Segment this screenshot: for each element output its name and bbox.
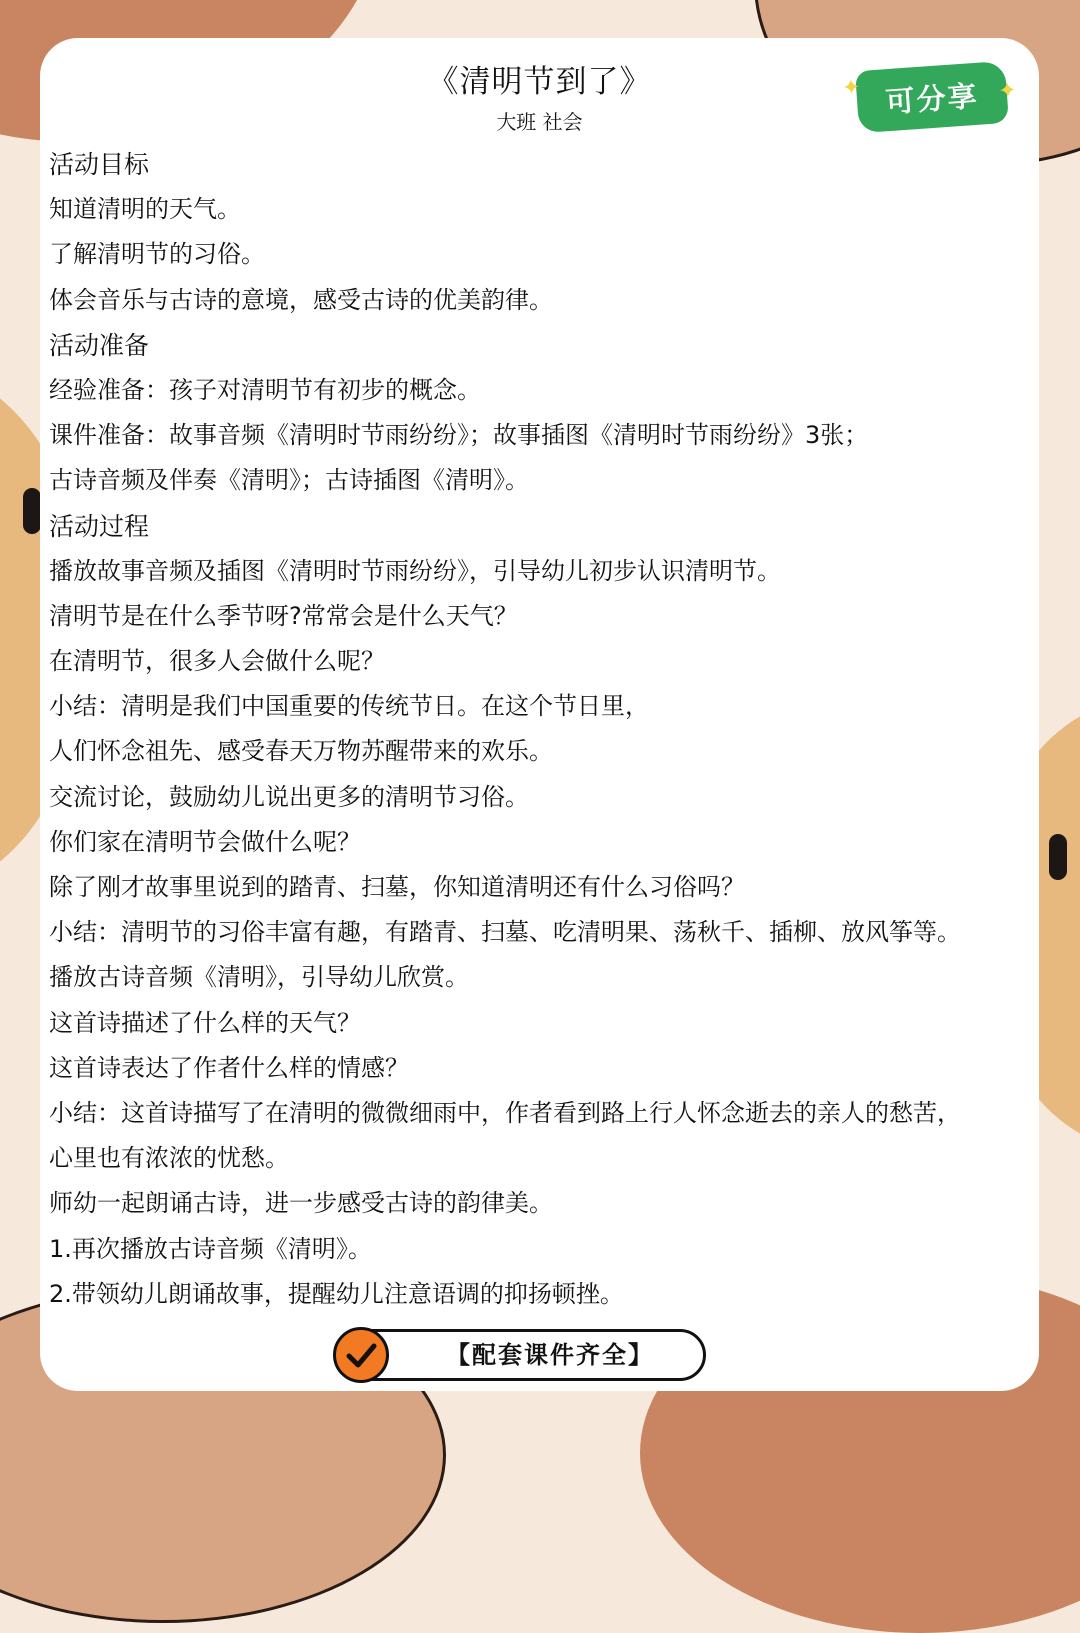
content-line: 经验准备：孩子对清明节有初步的概念。: [49, 375, 481, 404]
content-line: 了解清明节的习俗。: [49, 240, 265, 269]
content-line: 2.带领幼儿朗诵故事，提醒幼儿注意语调的抑扬顿挫。: [49, 1279, 624, 1308]
decorative-dot: [23, 488, 41, 534]
sparkle-icon: ✦: [841, 74, 862, 102]
content-line: 课件准备：故事音频《清明时节雨纷纷》；故事插图《清明时节雨纷纷》3张；: [49, 421, 869, 450]
sparkle-icon: ✦: [997, 78, 1018, 105]
content-line: 这首诗描述了什么样的天气？: [49, 1008, 361, 1037]
content-line: 小结：这首诗描写了在清明的微微细雨中，作者看到路上行人怀念逝去的亲人的愁苦，: [49, 1098, 961, 1127]
share-badge: [841, 61, 1018, 133]
decorative-dot: [1049, 834, 1067, 880]
content-line: 体会音乐与古诗的意境，感受古诗的优美韵律。: [49, 285, 553, 314]
content-line: 人们怀念祖先、感受春天万物苏醒带来的欢乐。: [49, 737, 553, 766]
content-line: 知道清明的天气。: [49, 195, 241, 224]
lesson-content: [49, 142, 1009, 1317]
content-line: 古诗音频及伴奏《清明》；古诗插图《清明》。: [49, 466, 529, 495]
content-line: 除了刚才故事里说到的踏青、扫墓，你知道清明还有什么习俗吗？: [49, 873, 745, 901]
section-heading: 活动过程: [49, 511, 150, 541]
content-line: 师幼一起朗诵古诗，进一步感受古诗的韵律美。: [49, 1189, 553, 1218]
content-line: 播放古诗音频《清明》，引导幼儿欣赏。: [49, 963, 469, 992]
page-title: 《清明节到了》: [427, 64, 652, 100]
content-line: 心里也有浓浓的忧愁。: [49, 1144, 289, 1173]
section-heading: 活动目标: [49, 150, 150, 179]
section-heading: 活动准备: [49, 330, 150, 360]
checkmark-icon: [333, 1327, 389, 1383]
content-line: 这首诗表达了作者什么样的情感？: [49, 1053, 409, 1082]
content-line: 交流讨论，鼓励幼儿说出更多的清明节习俗。: [49, 782, 529, 811]
content-line: 1.再次播放古诗音频《清明》。: [49, 1234, 372, 1263]
courseware-button[interactable]: [334, 1329, 706, 1381]
content-line: 在清明节，很多人会做什么呢？: [49, 647, 385, 676]
content-line: 小结：清明是我们中国重要的传统节日。在这个节日里，: [49, 692, 649, 721]
content-line: 播放故事音频及插图《清明时节雨纷纷》，引导幼儿初步认识清明节。: [49, 556, 781, 585]
courseware-button-label: 【配套课件齐全】: [446, 1341, 654, 1369]
content-line: 小结：清明节的习俗丰富有趣，有踏青、扫墓、吃清明果、荡秋千、插柳、放风筝等。: [49, 918, 961, 947]
content-line: 清明节是在什么季节呀?常常会是什么天气？: [49, 601, 518, 630]
page-subtitle: 大班 社会: [496, 110, 583, 134]
lesson-plan-card: [40, 38, 1039, 1391]
share-badge-label: 可分享: [884, 78, 980, 119]
content-line: 你们家在清明节会做什么呢？: [49, 827, 361, 856]
